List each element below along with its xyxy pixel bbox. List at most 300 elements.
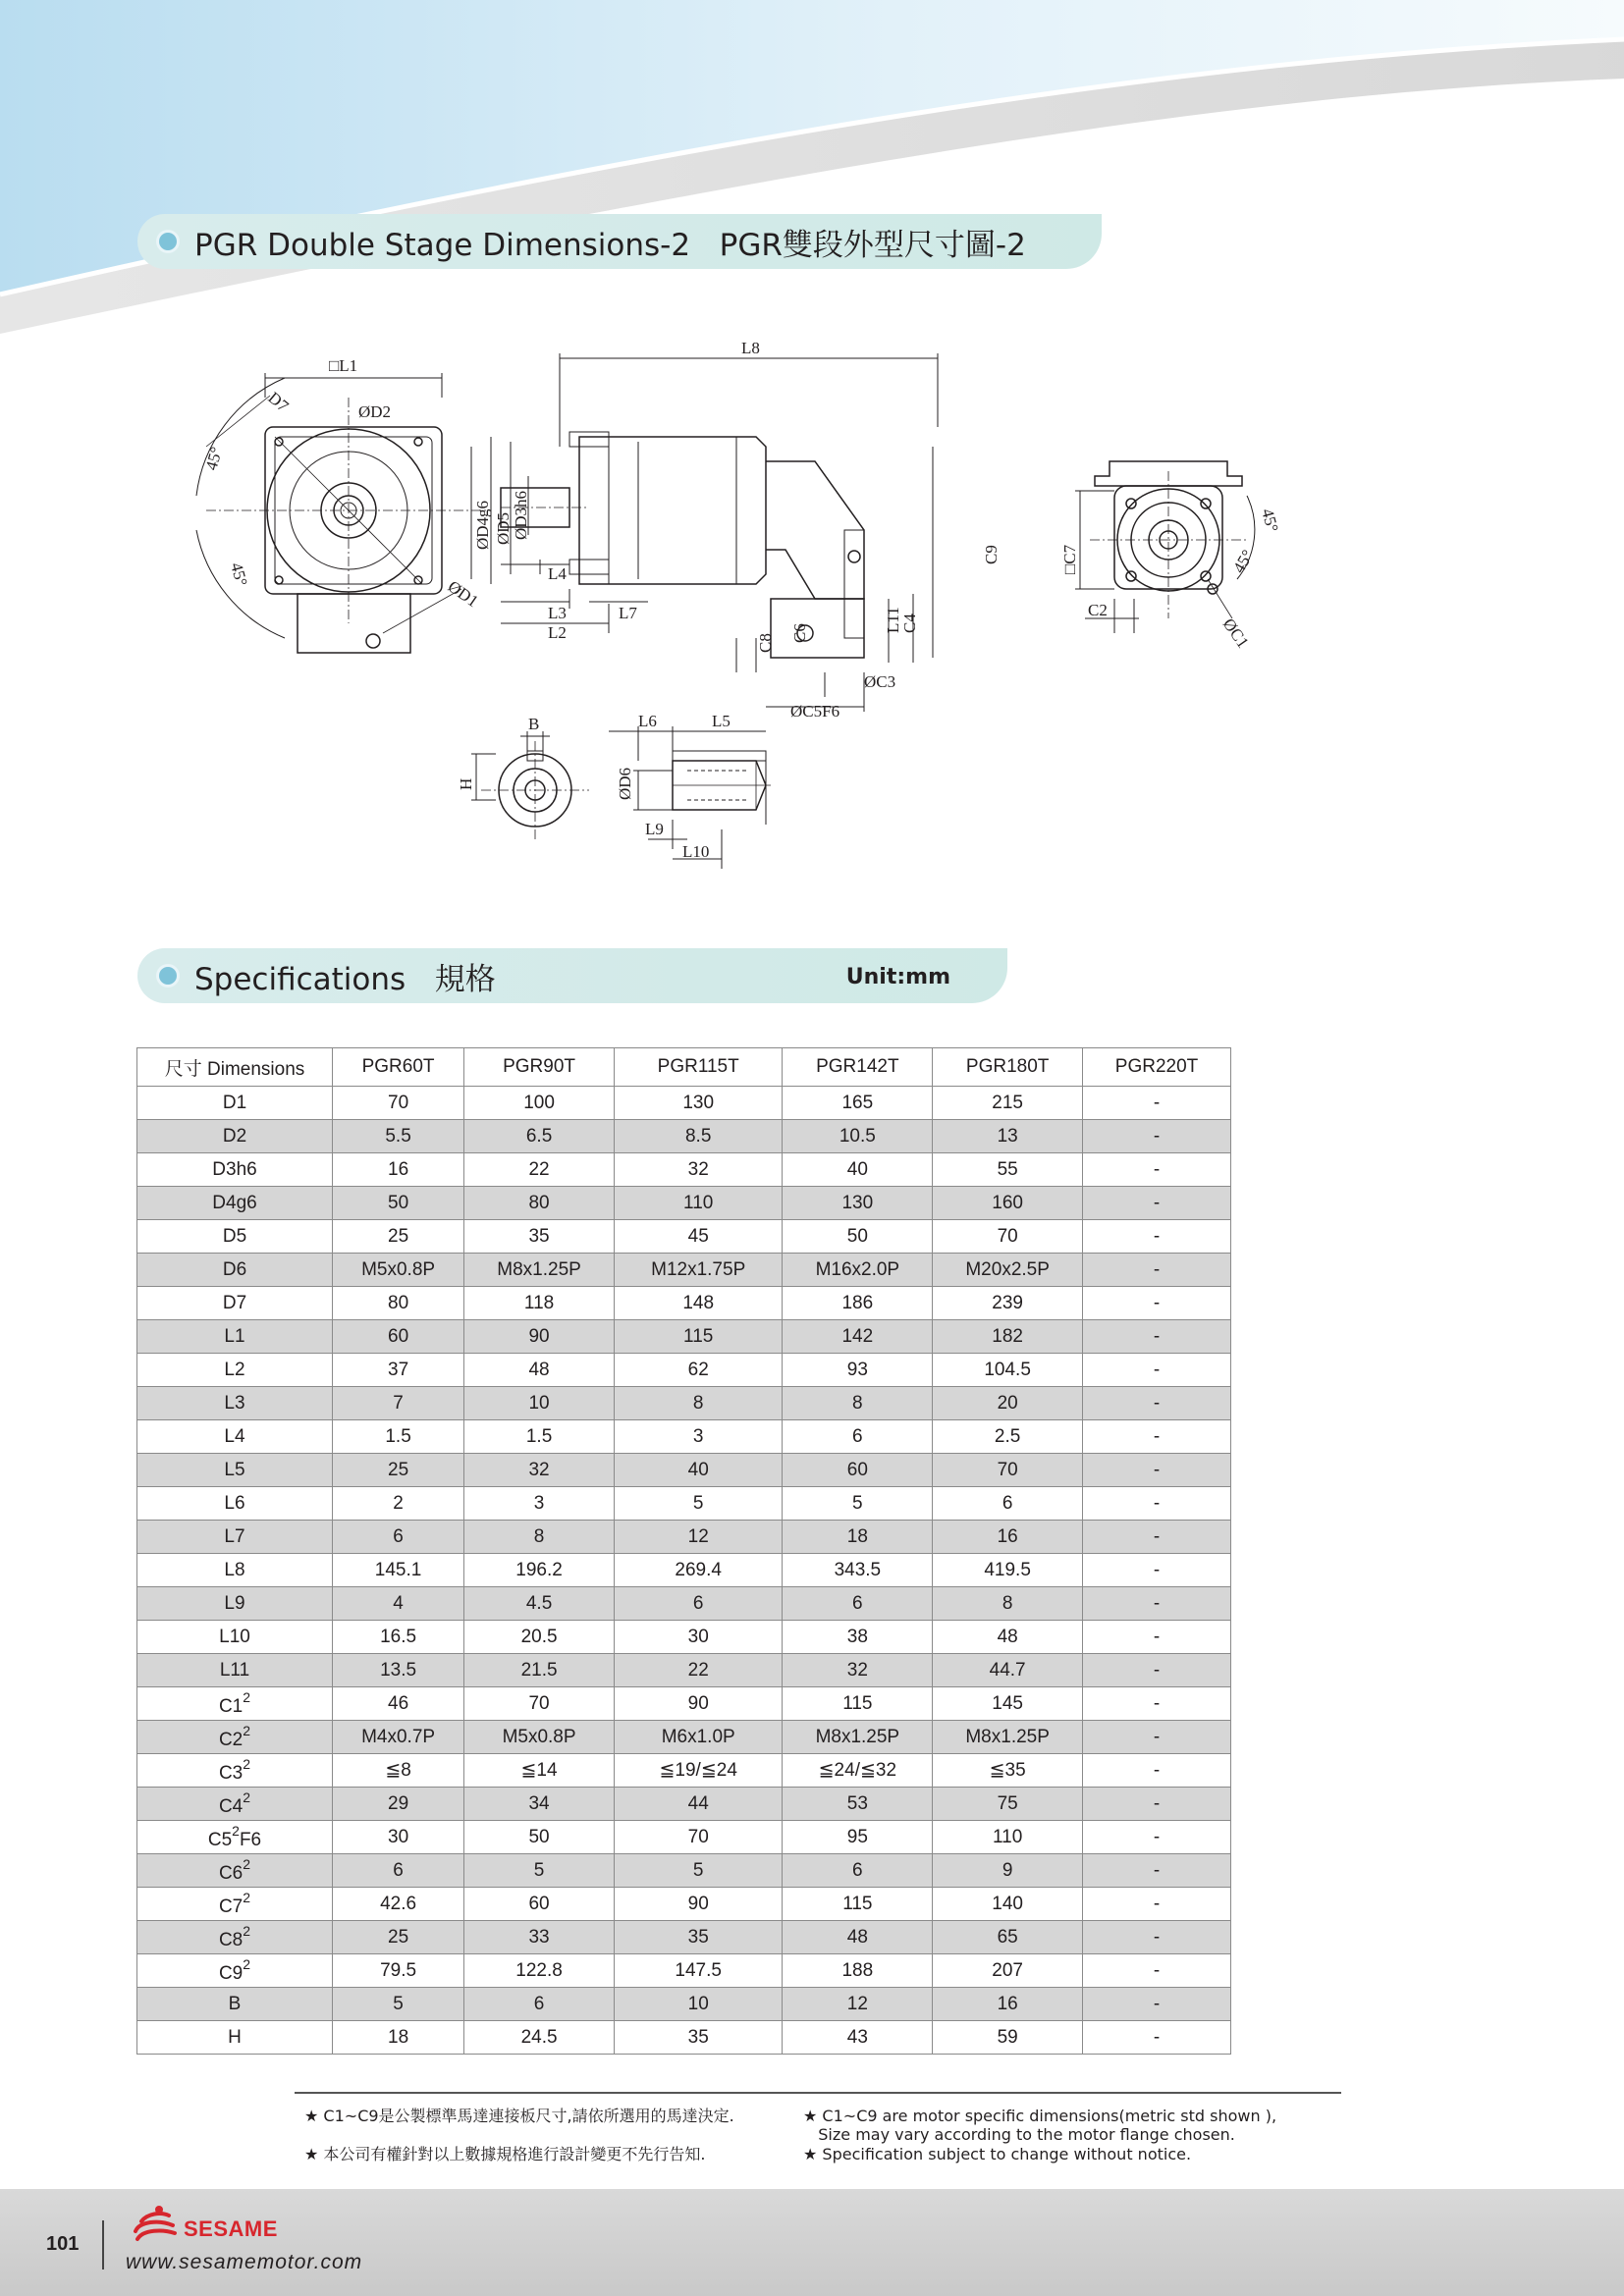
table-header-row bbox=[137, 1048, 1231, 1087]
label-L7: L7 bbox=[619, 604, 637, 622]
dimension-cell bbox=[137, 1153, 333, 1187]
label-L4: L4 bbox=[548, 564, 567, 583]
value-cell: 100 bbox=[464, 1087, 615, 1120]
dimension-cell bbox=[137, 1654, 333, 1687]
value-cell: - bbox=[1083, 1754, 1231, 1788]
value-cell: 110 bbox=[614, 1187, 782, 1220]
value-cell: ≦14 bbox=[464, 1754, 615, 1788]
value-cell: 160 bbox=[933, 1187, 1083, 1220]
value-cell: 8.5 bbox=[614, 1120, 782, 1153]
table-row bbox=[137, 1654, 1231, 1687]
table-row bbox=[137, 1320, 1231, 1354]
dimension-name: C5 bbox=[207, 1830, 233, 1850]
value-cell: 90 bbox=[614, 1888, 782, 1921]
value-cell: 46 bbox=[333, 1687, 464, 1721]
value-cell: - bbox=[1083, 1354, 1231, 1387]
value-cell: - bbox=[1083, 1921, 1231, 1954]
value-cell: 48 bbox=[783, 1921, 933, 1954]
dimension-name: D6 bbox=[222, 1258, 247, 1280]
table-row bbox=[137, 1120, 1231, 1153]
dimension-cell bbox=[137, 1120, 333, 1153]
value-cell: 35 bbox=[614, 1921, 782, 1954]
value-cell: 32 bbox=[783, 1654, 933, 1687]
table-row bbox=[137, 1954, 1231, 1988]
table-row bbox=[137, 1387, 1231, 1420]
value-cell: 34 bbox=[464, 1788, 615, 1821]
table-row bbox=[137, 1554, 1231, 1587]
value-cell: 20 bbox=[933, 1387, 1083, 1420]
value-cell: 12 bbox=[783, 1988, 933, 2021]
value-cell: 4 bbox=[333, 1587, 464, 1621]
table-row bbox=[137, 1687, 1231, 1721]
dimension-name: C4 bbox=[218, 1796, 244, 1817]
dimension-name: D5 bbox=[222, 1225, 247, 1247]
value-cell: 9 bbox=[933, 1854, 1083, 1888]
header-model: PGR115T bbox=[614, 1048, 782, 1087]
label-D1: ØD1 bbox=[444, 576, 482, 612]
value-cell: 37 bbox=[333, 1354, 464, 1387]
value-cell: 35 bbox=[464, 1220, 615, 1254]
specifications-table bbox=[136, 1047, 1231, 2055]
value-cell: 130 bbox=[783, 1187, 933, 1220]
value-cell: - bbox=[1083, 1087, 1231, 1120]
value-cell: M20x2.5P bbox=[933, 1254, 1083, 1287]
value-cell: ≦24/≦32 bbox=[783, 1754, 933, 1788]
value-cell: - bbox=[1083, 1420, 1231, 1454]
label-D3: ØD3h6 bbox=[512, 490, 530, 540]
dimension-superscript: 2 bbox=[243, 1723, 251, 1738]
value-cell: M4x0.7P bbox=[333, 1721, 464, 1754]
label-C9: C9 bbox=[982, 545, 1001, 564]
dimension-superscript: 2 bbox=[243, 1956, 251, 1972]
dimension-name: L4 bbox=[224, 1425, 245, 1447]
value-cell: 5 bbox=[614, 1854, 782, 1888]
dimension-name: H bbox=[228, 2026, 242, 2048]
label-B: B bbox=[528, 715, 540, 733]
table-row bbox=[137, 1420, 1231, 1454]
value-cell: - bbox=[1083, 1254, 1231, 1287]
dimension-superscript: 2 bbox=[243, 1856, 251, 1872]
label-L11: L11 bbox=[884, 607, 902, 633]
table-row bbox=[137, 1487, 1231, 1521]
dimension-cell bbox=[137, 1587, 333, 1621]
dimension-cell bbox=[137, 1921, 333, 1954]
dimension-cell bbox=[137, 1554, 333, 1587]
dimension-name: L7 bbox=[224, 1525, 245, 1547]
label-C8: C8 bbox=[756, 633, 775, 653]
table-row bbox=[137, 1587, 1231, 1621]
value-cell: - bbox=[1083, 1687, 1231, 1721]
value-cell: 70 bbox=[464, 1687, 615, 1721]
value-cell: - bbox=[1083, 1521, 1231, 1554]
label-C7: □C7 bbox=[1060, 544, 1079, 574]
dimension-cell bbox=[137, 1788, 333, 1821]
value-cell: 130 bbox=[614, 1087, 782, 1120]
value-cell: 343.5 bbox=[783, 1554, 933, 1587]
value-cell: 10 bbox=[614, 1988, 782, 2021]
value-cell: 90 bbox=[464, 1320, 615, 1354]
dimension-cell bbox=[137, 1687, 333, 1721]
value-cell: 40 bbox=[614, 1454, 782, 1487]
table-row bbox=[137, 1521, 1231, 1554]
value-cell: 30 bbox=[333, 1821, 464, 1854]
value-cell: 16 bbox=[333, 1153, 464, 1187]
dimension-cell bbox=[137, 1988, 333, 2021]
dimension-cell bbox=[137, 1354, 333, 1387]
dimension-drawing bbox=[177, 339, 1316, 888]
value-cell: 38 bbox=[783, 1621, 933, 1654]
label-C5: ØC5F6 bbox=[790, 702, 840, 721]
value-cell: ≦19/≦24 bbox=[614, 1754, 782, 1788]
value-cell: M5x0.8P bbox=[464, 1721, 615, 1754]
value-cell: 93 bbox=[783, 1354, 933, 1387]
dimension-cell bbox=[137, 1754, 333, 1788]
dimension-cell bbox=[137, 1187, 333, 1220]
value-cell: 140 bbox=[933, 1888, 1083, 1921]
value-cell: 18 bbox=[783, 1521, 933, 1554]
value-cell: 6 bbox=[333, 1521, 464, 1554]
value-cell: ≦8 bbox=[333, 1754, 464, 1788]
value-cell: M6x1.0P bbox=[614, 1721, 782, 1754]
table-body bbox=[137, 1087, 1231, 2055]
table-row bbox=[137, 1921, 1231, 1954]
value-cell: 145.1 bbox=[333, 1554, 464, 1587]
dimension-cell bbox=[137, 1320, 333, 1354]
table-row bbox=[137, 1153, 1231, 1187]
value-cell: 147.5 bbox=[614, 1954, 782, 1988]
value-cell: 145 bbox=[933, 1687, 1083, 1721]
dimension-superscript: 2 bbox=[243, 1756, 251, 1772]
dimension-name: C1 bbox=[218, 1696, 244, 1717]
value-cell: 35 bbox=[614, 2021, 782, 2055]
value-cell: 165 bbox=[783, 1087, 933, 1120]
value-cell: 207 bbox=[933, 1954, 1083, 1988]
value-cell: 6 bbox=[614, 1587, 782, 1621]
value-cell: 8 bbox=[783, 1387, 933, 1420]
dimension-suffix: F6 bbox=[239, 1830, 262, 1850]
value-cell: 3 bbox=[614, 1420, 782, 1454]
dimension-name: B bbox=[228, 1993, 242, 2014]
value-cell: - bbox=[1083, 1287, 1231, 1320]
value-cell: 60 bbox=[783, 1454, 933, 1487]
table-row bbox=[137, 1187, 1231, 1220]
value-cell: 25 bbox=[333, 1220, 464, 1254]
label-L1: □L1 bbox=[329, 356, 358, 375]
label-a45a: 45° bbox=[201, 445, 227, 473]
label-H: H bbox=[457, 777, 475, 790]
value-cell: 80 bbox=[464, 1187, 615, 1220]
dimension-name: L3 bbox=[224, 1392, 245, 1414]
dimension-name: L2 bbox=[224, 1359, 245, 1380]
value-cell: 8 bbox=[464, 1521, 615, 1554]
value-cell: 42.6 bbox=[333, 1888, 464, 1921]
table-row bbox=[137, 2021, 1231, 2055]
note-en-1b: Size may vary according to the motor flange chosen. bbox=[803, 2125, 1235, 2144]
value-cell: M8x1.25P bbox=[783, 1721, 933, 1754]
value-cell: 32 bbox=[464, 1454, 615, 1487]
label-D7: D7 bbox=[264, 388, 293, 416]
value-cell: 1.5 bbox=[464, 1420, 615, 1454]
dimension-name: L8 bbox=[224, 1559, 245, 1580]
value-cell: 48 bbox=[464, 1354, 615, 1387]
dimension-superscript: 2 bbox=[243, 1689, 251, 1705]
value-cell: 115 bbox=[783, 1687, 933, 1721]
value-cell: 18 bbox=[333, 2021, 464, 2055]
dimension-superscript: 2 bbox=[243, 1890, 251, 1905]
value-cell: 10 bbox=[464, 1387, 615, 1420]
bullet-icon bbox=[159, 967, 177, 985]
label-C2: C2 bbox=[1088, 601, 1108, 619]
table-row bbox=[137, 1354, 1231, 1387]
dimension-cell bbox=[137, 1254, 333, 1287]
value-cell: 13.5 bbox=[333, 1654, 464, 1687]
value-cell: 6.5 bbox=[464, 1120, 615, 1153]
value-cell: - bbox=[1083, 1654, 1231, 1687]
value-cell: 20.5 bbox=[464, 1621, 615, 1654]
label-C3: ØC3 bbox=[864, 672, 896, 691]
value-cell: - bbox=[1083, 1888, 1231, 1921]
value-cell: 75 bbox=[933, 1788, 1083, 1821]
value-cell: 6 bbox=[783, 1587, 933, 1621]
value-cell: - bbox=[1083, 1153, 1231, 1187]
label-L8: L8 bbox=[741, 339, 760, 357]
dimension-cell bbox=[137, 1287, 333, 1320]
label-D5: ØD5 bbox=[494, 511, 513, 545]
value-cell: 44 bbox=[614, 1788, 782, 1821]
value-cell: M8x1.25P bbox=[933, 1721, 1083, 1754]
dimension-superscript: 2 bbox=[243, 1789, 251, 1805]
dimension-superscript: 2 bbox=[243, 1923, 251, 1939]
value-cell: M5x0.8P bbox=[333, 1254, 464, 1287]
value-cell: 239 bbox=[933, 1287, 1083, 1320]
value-cell: 25 bbox=[333, 1921, 464, 1954]
label-C6: C6 bbox=[790, 623, 809, 643]
dimension-name: C2 bbox=[218, 1730, 244, 1750]
table-row bbox=[137, 1988, 1231, 2021]
dimension-name: C3 bbox=[218, 1763, 244, 1784]
value-cell: - bbox=[1083, 1854, 1231, 1888]
label-D2: ØD2 bbox=[358, 402, 392, 421]
value-cell: 25 bbox=[333, 1454, 464, 1487]
dimension-name: D4g6 bbox=[212, 1192, 257, 1213]
value-cell: 70 bbox=[933, 1454, 1083, 1487]
label-L10: L10 bbox=[682, 842, 710, 861]
value-cell: 70 bbox=[614, 1821, 782, 1854]
value-cell: 5 bbox=[614, 1487, 782, 1521]
value-cell: 122.8 bbox=[464, 1954, 615, 1988]
value-cell: 215 bbox=[933, 1087, 1083, 1120]
value-cell: - bbox=[1083, 2021, 1231, 2055]
value-cell: 95 bbox=[783, 1821, 933, 1854]
value-cell: 8 bbox=[933, 1587, 1083, 1621]
dimension-name: C6 bbox=[218, 1863, 244, 1884]
value-cell: - bbox=[1083, 1187, 1231, 1220]
table-row bbox=[137, 1621, 1231, 1654]
value-cell: - bbox=[1083, 1487, 1231, 1521]
label-L3: L3 bbox=[548, 604, 567, 622]
value-cell: 110 bbox=[933, 1821, 1083, 1854]
label-L5: L5 bbox=[712, 712, 731, 730]
value-cell: 22 bbox=[464, 1153, 615, 1187]
value-cell: 62 bbox=[614, 1354, 782, 1387]
value-cell: 5 bbox=[464, 1854, 615, 1888]
brand-name: SESAME bbox=[184, 2216, 278, 2241]
value-cell: - bbox=[1083, 1788, 1231, 1821]
value-cell: 115 bbox=[783, 1888, 933, 1921]
value-cell: 115 bbox=[614, 1320, 782, 1354]
header-background bbox=[0, 0, 1624, 353]
table-row bbox=[137, 1254, 1231, 1287]
footer-background bbox=[0, 2189, 1624, 2296]
value-cell: ≦35 bbox=[933, 1754, 1083, 1788]
value-cell: 12 bbox=[614, 1521, 782, 1554]
value-cell: 48 bbox=[933, 1621, 1083, 1654]
value-cell: - bbox=[1083, 1721, 1231, 1754]
value-cell: 186 bbox=[783, 1287, 933, 1320]
value-cell: 419.5 bbox=[933, 1554, 1083, 1587]
dimension-name: C9 bbox=[218, 1963, 244, 1984]
value-cell: 32 bbox=[614, 1153, 782, 1187]
dimension-name: L11 bbox=[219, 1659, 250, 1681]
dimension-name: D2 bbox=[222, 1125, 247, 1147]
dimension-superscript: 2 bbox=[232, 1823, 240, 1839]
value-cell: - bbox=[1083, 1587, 1231, 1621]
dimension-name: L6 bbox=[224, 1492, 245, 1514]
note-zh-2: ★ 本公司有權針對以上數據規格進行設計變更不先行告知. bbox=[304, 2145, 706, 2163]
value-cell: 6 bbox=[783, 1420, 933, 1454]
table-row bbox=[137, 1788, 1231, 1821]
dimension-cell bbox=[137, 1454, 333, 1487]
dimension-cell bbox=[137, 1854, 333, 1888]
label-L2: L2 bbox=[548, 623, 567, 642]
unit-label: Unit:mm bbox=[845, 965, 950, 989]
header-dimensions: 尺寸 Dimensions bbox=[137, 1048, 333, 1087]
value-cell: 269.4 bbox=[614, 1554, 782, 1587]
table-row bbox=[137, 1821, 1231, 1854]
value-cell: 16.5 bbox=[333, 1621, 464, 1654]
note-en-1: ★ C1~C9 are motor specific dimensions(metric std shown ), bbox=[803, 2107, 1277, 2125]
dimension-name: L10 bbox=[219, 1626, 250, 1647]
label-L9: L9 bbox=[645, 820, 664, 838]
value-cell: 104.5 bbox=[933, 1354, 1083, 1387]
value-cell: 3 bbox=[464, 1487, 615, 1521]
value-cell: 6 bbox=[933, 1487, 1083, 1521]
value-cell: 43 bbox=[783, 2021, 933, 2055]
value-cell: M16x2.0P bbox=[783, 1254, 933, 1287]
dimension-cell bbox=[137, 1420, 333, 1454]
value-cell: 6 bbox=[783, 1854, 933, 1888]
note-en-2: ★ Specification subject to change without notice. bbox=[803, 2145, 1192, 2163]
table-row bbox=[137, 1754, 1231, 1788]
value-cell: 70 bbox=[333, 1087, 464, 1120]
value-cell: 60 bbox=[333, 1320, 464, 1354]
brand-logo-icon bbox=[130, 2202, 181, 2249]
value-cell: M8x1.25P bbox=[464, 1254, 615, 1287]
value-cell: 45 bbox=[614, 1220, 782, 1254]
value-cell: - bbox=[1083, 1821, 1231, 1854]
value-cell: 50 bbox=[464, 1821, 615, 1854]
dimension-cell bbox=[137, 1220, 333, 1254]
value-cell: - bbox=[1083, 1387, 1231, 1420]
value-cell: 6 bbox=[333, 1854, 464, 1888]
value-cell: 16 bbox=[933, 1988, 1083, 2021]
value-cell: 8 bbox=[614, 1387, 782, 1420]
value-cell: - bbox=[1083, 1954, 1231, 1988]
dimension-cell bbox=[137, 1487, 333, 1521]
value-cell: 50 bbox=[333, 1187, 464, 1220]
value-cell: 13 bbox=[933, 1120, 1083, 1153]
table-row bbox=[137, 1087, 1231, 1120]
header-model: PGR142T bbox=[783, 1048, 933, 1087]
value-cell: 79.5 bbox=[333, 1954, 464, 1988]
value-cell: 40 bbox=[783, 1153, 933, 1187]
table-row bbox=[137, 1287, 1231, 1320]
value-cell: 118 bbox=[464, 1287, 615, 1320]
value-cell: 4.5 bbox=[464, 1587, 615, 1621]
value-cell: 44.7 bbox=[933, 1654, 1083, 1687]
value-cell: 5 bbox=[333, 1988, 464, 2021]
label-L6: L6 bbox=[638, 712, 657, 730]
value-cell: 55 bbox=[933, 1153, 1083, 1187]
header-model: PGR220T bbox=[1083, 1048, 1231, 1087]
dimension-name: C8 bbox=[218, 1930, 244, 1950]
dimension-name: D7 bbox=[222, 1292, 247, 1313]
table-row bbox=[137, 1454, 1231, 1487]
value-cell: 2.5 bbox=[933, 1420, 1083, 1454]
value-cell: 65 bbox=[933, 1921, 1083, 1954]
header-model: PGR60T bbox=[333, 1048, 464, 1087]
value-cell: 1.5 bbox=[333, 1420, 464, 1454]
value-cell: 30 bbox=[614, 1621, 782, 1654]
value-cell: 33 bbox=[464, 1921, 615, 1954]
label-a45b: 45° bbox=[227, 561, 251, 589]
section-title: PGR Double Stage Dimensions-2 PGR雙段外型尺寸圖-2 bbox=[194, 227, 1026, 263]
value-cell: 90 bbox=[614, 1687, 782, 1721]
value-cell: 142 bbox=[783, 1320, 933, 1354]
table-row bbox=[137, 1854, 1231, 1888]
value-cell: - bbox=[1083, 1988, 1231, 2021]
brand-url[interactable]: www.sesamemotor.com bbox=[126, 2251, 363, 2273]
value-cell: - bbox=[1083, 1320, 1231, 1354]
label-a45d: 45° bbox=[1229, 546, 1258, 576]
value-cell: 59 bbox=[933, 2021, 1083, 2055]
value-cell: 29 bbox=[333, 1788, 464, 1821]
value-cell: 10.5 bbox=[783, 1120, 933, 1153]
value-cell: - bbox=[1083, 1120, 1231, 1153]
dimension-cell bbox=[137, 1521, 333, 1554]
dimension-cell bbox=[137, 1621, 333, 1654]
value-cell: 182 bbox=[933, 1320, 1083, 1354]
value-cell: 60 bbox=[464, 1888, 615, 1921]
dimension-name: L1 bbox=[224, 1325, 245, 1347]
value-cell: - bbox=[1083, 1454, 1231, 1487]
value-cell: 7 bbox=[333, 1387, 464, 1420]
dimension-cell bbox=[137, 1821, 333, 1854]
section-title-bar bbox=[137, 214, 1102, 269]
value-cell: 6 bbox=[464, 1988, 615, 2021]
specifications-title: Specifications 規格 bbox=[194, 961, 496, 997]
page-number: 101 bbox=[46, 2233, 80, 2255]
value-cell: 24.5 bbox=[464, 2021, 615, 2055]
value-cell: 80 bbox=[333, 1287, 464, 1320]
dimension-cell bbox=[137, 1721, 333, 1754]
specifications-title-bar bbox=[137, 948, 1007, 1003]
dimension-cell bbox=[137, 1387, 333, 1420]
value-cell: 196.2 bbox=[464, 1554, 615, 1587]
dimension-cell bbox=[137, 1087, 333, 1120]
value-cell: M12x1.75P bbox=[614, 1254, 782, 1287]
value-cell: 188 bbox=[783, 1954, 933, 1988]
